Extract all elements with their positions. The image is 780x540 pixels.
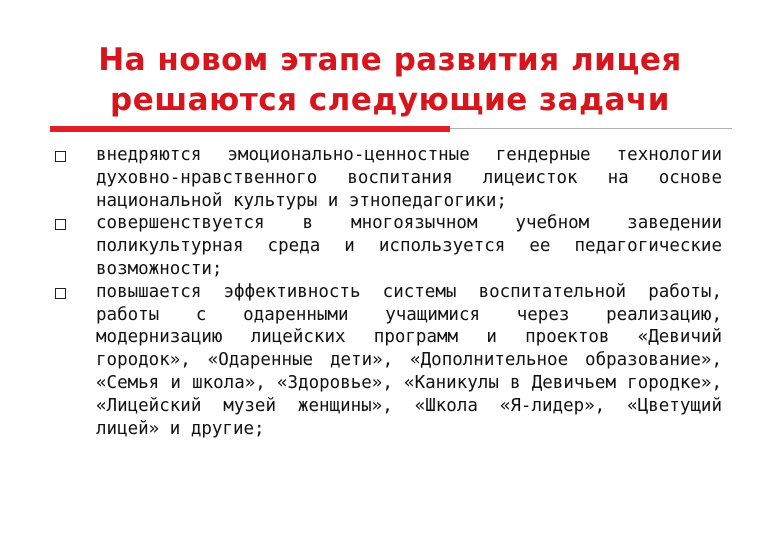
bullet-text: внедряются эмоционально-ценностные гендерные технологии духовно-нравственного воспитания лицеисток на основе национальной культуры и этнопедагогики;	[96, 145, 722, 211]
bullet-text: повышается эффективность системы воспитательной работы, работы с одаренными учащимися через реализацию, модернизацию лицейских программ и проектов «Девичий городок», «Одаренные дети», «Дополнительное образование», «Семья и школа», «Здоровье», «Каникулы в Девичьем городке», «Лицейский музей женщины», «Школа «Я-лидер», «Цветущий лицей» и другие;	[96, 281, 722, 439]
square-bullet-icon	[55, 288, 66, 299]
bullet-item	[52, 281, 722, 441]
bullet-list	[52, 144, 722, 440]
slide-title	[30, 40, 750, 120]
square-bullet-icon	[55, 151, 66, 162]
bullet-text: совершенствуется в многоязычном учебном заведении поликультурная среда и используется ее педагогические возможности;	[96, 213, 722, 279]
title-line-1: На новом этапе развития лицея	[98, 42, 682, 78]
square-bullet-icon	[55, 219, 66, 230]
title-divider-line	[450, 128, 732, 129]
bullet-item	[52, 212, 722, 280]
bullet-item	[52, 144, 722, 212]
title-line-2: решаются следующие задачи	[110, 82, 670, 118]
title-accent-rule	[50, 126, 450, 132]
